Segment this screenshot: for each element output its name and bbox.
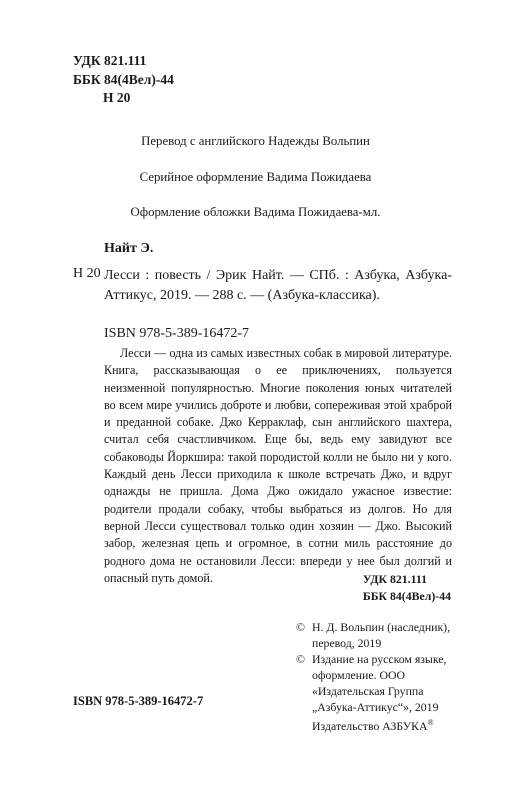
copyright-symbol: ©: [296, 620, 305, 634]
catalog-isbn: ISBN 978-5-389-16472-7: [104, 326, 250, 341]
catalog-code: Н 20: [73, 266, 101, 281]
copyright-item: [296, 651, 466, 734]
copyright-block: [296, 619, 466, 734]
copyright-symbol: ©: [296, 652, 305, 666]
series-design-credit: Серийное оформление Вадима Пожидаева: [139, 170, 372, 184]
bottom-udk: УДК 821.111: [362, 572, 428, 586]
bottom-bbk: ББК 84(4Вел)-44: [362, 589, 451, 603]
udk-code: УДК 821.111: [73, 53, 147, 68]
copyright-edition-text: Издание на русском языке, оформление. ООО «Издательская Группа „Азбука-Аттикус“», 2019 Издательство АЗБУКА: [312, 652, 447, 733]
copyright-translation: Н. Д. Вольпин (наследник), перевод, 2019: [312, 620, 451, 650]
copyright-item: [296, 619, 466, 651]
copyright-edition: [312, 651, 466, 734]
bottom-classification: [363, 571, 451, 605]
registered-mark: ®: [427, 718, 434, 727]
catalog-entry: Лесси : повесть / Эрик Найт. — СПб. : Азбука, Азбука-Аттикус, 2019. — 288 с. — (Азбука-классика).: [104, 268, 452, 303]
catalog-author: Найт Э.: [104, 241, 154, 256]
bbk-code: ББК 84(4Вел)-44: [73, 71, 174, 87]
author-mark: Н 20: [103, 90, 131, 105]
annotation: Лесси — одна из самых известных собак в мировой литературе. Книга, рассказывающая о ее приключениях, пользуется неизменной популярностью. Многие поколения юных читателей во всем мире учились доброте и любви, сопереживая этой храброй и преданной собаке. Джо Керраклаф, сын английского шахтера, считал себя счастливчиком. Еще бы, ведь ему завидуют все собаководы Йоркшира: такой породистой колли не было ни у кого. Каждый день Лесси приходила к школе встречать Джо, и вдруг однажды не пришла. Дома Джо ожидало ужасное известие: родители продали собаку, чтобы выбраться из долгов. Но для верной Лесси существовал только один хозяин — Джо. Высокий забор, железная цепь и огромное, в сотни миль расстояние до родного дома не остановили Лесси: впереди у нее был долгий и опасный путь домой.: [104, 346, 452, 585]
translation-credit: Перевод с английского Надежды Вольпин: [141, 134, 370, 148]
classification-block: [73, 52, 174, 108]
bottom-isbn: ISBN 978-5-389-16472-7: [73, 694, 204, 708]
cover-design-credit: Оформление обложки Вадима Пожидаева-мл.: [130, 205, 381, 219]
